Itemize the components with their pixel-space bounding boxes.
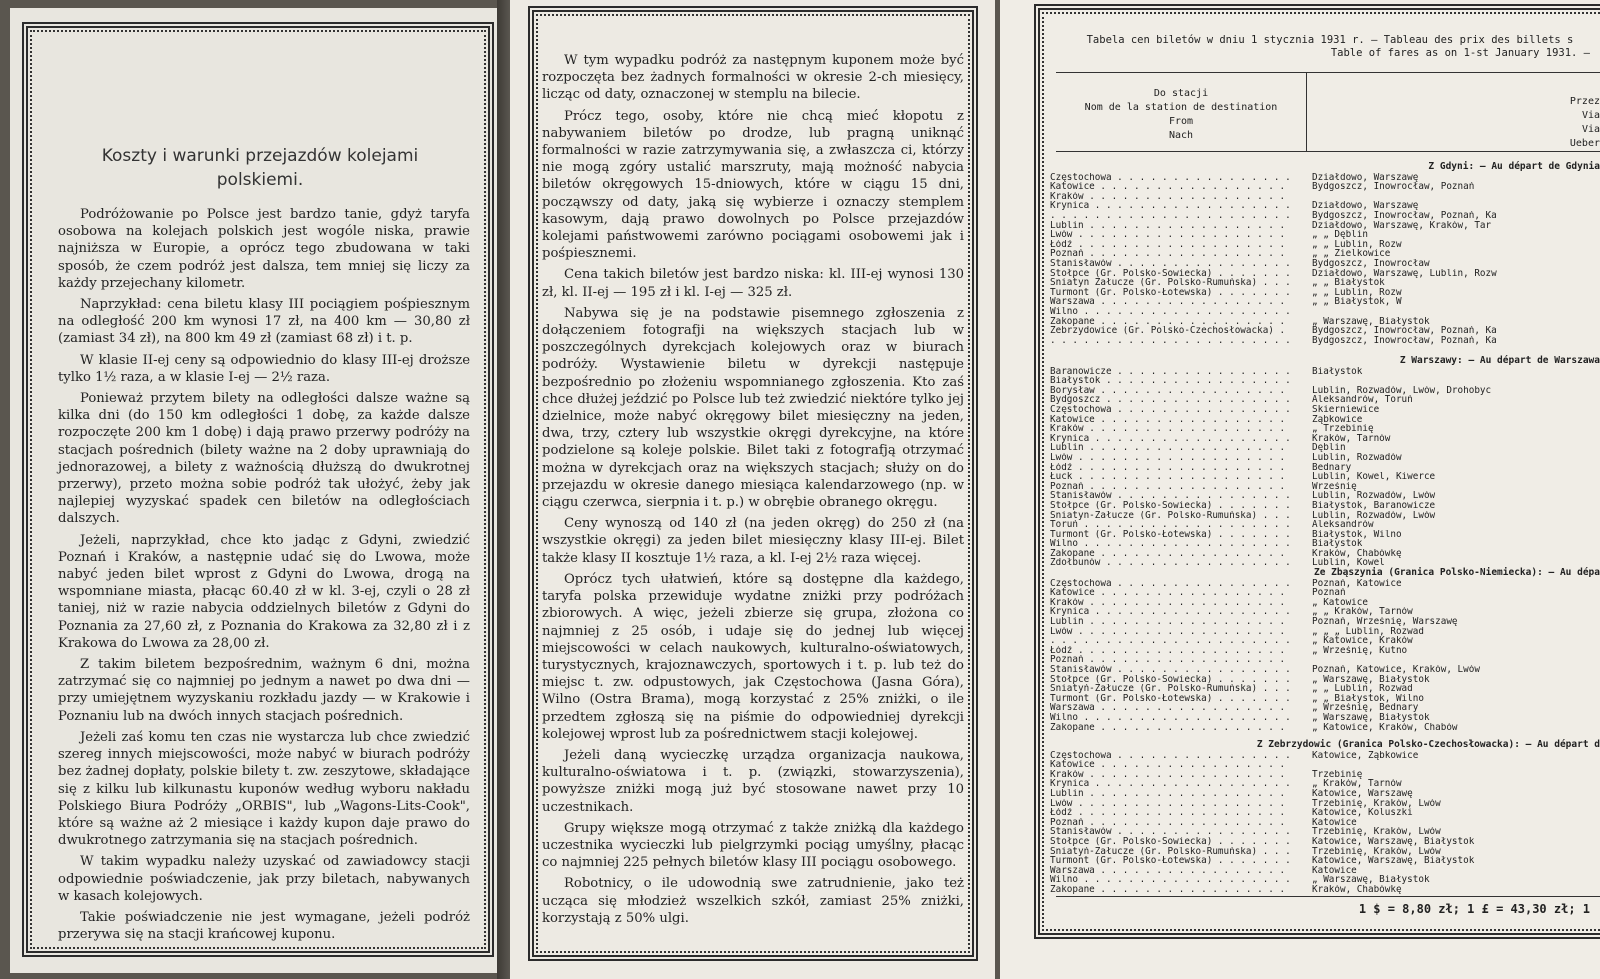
route-via: Lublin, Kowel, Kiwerce xyxy=(1312,472,1436,482)
route-via: Kraków, Chabówkę xyxy=(1312,884,1402,895)
table-row xyxy=(1050,240,1600,250)
header-line: Table of fares as on 1-st January 1931. — xyxy=(1330,47,1590,59)
table-row xyxy=(1050,627,1600,637)
table-row xyxy=(1050,675,1600,685)
table-row xyxy=(1050,607,1600,617)
station-name: Łódź . . . xyxy=(1050,808,1290,818)
table-row xyxy=(1050,259,1600,269)
station-name: Lwów . . . xyxy=(1050,230,1290,240)
route-via: „ „ Białystok xyxy=(1312,278,1385,288)
route-via: Katowice, Warszawę, Białystok xyxy=(1312,856,1475,866)
paragraph: Prócz tego, osoby, które nie chcą mieć kłopotu z nabywaniem biletów po drodze, lub pragną uniknąć formalności w razie zatrzymywania się, a zwłaszcza ci, którzy nie mogą zgóry ustalić marszruty, mają możność nabycia biletów okręgowych 15-dniowych, które w ciągu 15 dni, począwszy od daty, jaką się wybierze i oznaczy stemplem kasowym, dają prawo dowolnych po Polsce przejazdów kolejami państwowemi zarówno pociągami osobowemi jak i pośpiesznemi. xyxy=(542,108,964,262)
fare-section xyxy=(1050,356,1600,568)
route-via: „ „ Kraków, Tarnów xyxy=(1312,607,1413,617)
table-row xyxy=(1050,230,1600,240)
route-via: „ „ Białystok, W xyxy=(1312,297,1402,307)
route-via: Bydgoszcz, Inowrocław, Poznań, Ka xyxy=(1312,335,1497,346)
table-row xyxy=(1050,549,1600,559)
station-name: Zakopane . . . xyxy=(1050,885,1290,895)
route-via: Białystok xyxy=(1312,539,1363,549)
station-name: Stanisławów . . . xyxy=(1050,665,1290,675)
station-name: Lwów . . . xyxy=(1050,453,1290,463)
column-header-line: Via xyxy=(1581,124,1600,135)
table-row xyxy=(1050,646,1600,656)
paragraph: Naprzykład: cena biletu klasy III pociągiem pośpiesznym na odległość 200 km wynosi 17 zł, na 400 km — 30,80 zł (zamiast 34 zł), na 800 km 49 zł (zamiast 68 zł) i t. p. xyxy=(58,297,470,347)
section-heading: Z Gdyni: — Au départ de Gdynia xyxy=(1428,161,1600,172)
station-name: Krynica . . . xyxy=(1050,434,1290,444)
table-row xyxy=(1050,511,1600,521)
route-via: Bednary xyxy=(1312,462,1352,473)
station-name: Turmont (Gr. Polsko-Łotewska) . . . xyxy=(1050,694,1290,704)
route-via: „ „ Dęblin xyxy=(1312,230,1368,240)
station-name: Wilno . . . xyxy=(1050,875,1290,885)
table-row xyxy=(1050,856,1600,866)
station-name: Katowice . . . xyxy=(1050,182,1290,192)
table-row xyxy=(1050,703,1600,713)
route-via: Lublin, Rozwadów, Lwów xyxy=(1312,491,1436,501)
station-name: Katowice . . . xyxy=(1050,415,1290,425)
table-row xyxy=(1050,808,1600,818)
paragraph: Ceny wynoszą od 140 zł (na jeden okręg) do 250 zł (na wszystkie okręgi) za jeden bilet miesięczny klasy III-ej. Bilet także klasy II kosztuje 1½ raza, a kl. I-ej 2½ raza więcej. xyxy=(542,516,964,566)
exchange-rates: 1 $ = 8,80 zł; 1 £ = 43,30 zł; 1 xyxy=(1358,902,1590,916)
station-name: Lwów . . . xyxy=(1050,799,1290,809)
table-row xyxy=(1050,655,1600,665)
table-row xyxy=(1050,598,1600,608)
paragraph: Ponieważ przytem bilety na odległości dalsze ważne są kilka dni (do 150 km odległości 1 dobę, za każde dalsze rozpoczęte 200 km 1 dobę) i dają prawo przerwy podróży na stacjach pośrednich (bilety ważne na 2 doby uprawniają do jednorazowej, a bilety z ważnością dłuższą do dwukrotnej przerwy), przeto można sobie podróż tak ułożyć, żeby jak najlepiej wyzyskać spadek cen biletów na odległościach dalszych. xyxy=(58,391,470,527)
route-via: „ „ Zielkowice xyxy=(1312,249,1391,259)
station-name: Kraków . . . xyxy=(1050,192,1290,202)
column-header-line: From xyxy=(1168,116,1194,127)
station-name: Borysław . . . xyxy=(1050,386,1290,396)
table-row xyxy=(1050,278,1600,288)
route-via: Trzebinię, Kraków, Lwów xyxy=(1312,827,1441,837)
paragraph: Cena takich biletów jest bardzo niska: kl. III-ej wynosi 130 zł, kl. II-ej — 195 zł i kl. I-ej — 325 zł. xyxy=(542,267,964,300)
station-name: Łódź . . . xyxy=(1050,463,1290,473)
route-via: Ząbkowice xyxy=(1312,414,1363,425)
table-row xyxy=(1050,539,1600,549)
station-name: Turmont (Gr. Polsko-Łotewska) . . . xyxy=(1050,288,1290,298)
station-name: Krynica . . . xyxy=(1050,779,1290,789)
paragraph: Podróżowanie po Polsce jest bardzo tanie, gdyż taryfa osobowa na kolejach polskich jest wogóle niska, prawie najniższa w Europie, a oprócz tego zbudowana w taki sposób, że czem podróż jest dalsza, tem mniej się liczy za każdy przejechany kilometr. xyxy=(58,207,470,291)
station-name: Katowice . . . xyxy=(1050,760,1290,770)
route-via: „ Trzebinię xyxy=(1312,424,1374,434)
table-row xyxy=(1050,201,1600,211)
route-via: Katowice xyxy=(1312,817,1357,828)
route-via: Poznań, Katowice, Kraków, Lwów xyxy=(1312,664,1480,675)
station-name: Warszawa . . . xyxy=(1050,703,1290,713)
station-name: Bydgoszcz . . . xyxy=(1050,395,1290,405)
route-via: Trzebinię, Kraków, Lwów xyxy=(1312,798,1441,809)
left-body-text xyxy=(58,206,470,947)
table-row xyxy=(1050,221,1600,231)
station-name: Zakopane . . . xyxy=(1050,723,1290,733)
column-header xyxy=(1056,72,1600,152)
route-via: „ Wrześnię, Kutno xyxy=(1312,645,1408,656)
left-page xyxy=(10,8,505,973)
route-via: Bydgoszcz, Inowrocław, Poznań xyxy=(1312,182,1475,192)
route-via: Działdowo, Warszawę, Lublin, Rozw xyxy=(1312,268,1497,279)
paragraph: Jeżeli daną wycieczkę urządza organizacja naukowa, kulturalno-oświatowa i t. p. (związki, stowarzyszenia), powyższe zniżki mogą już być stosowane nawet przy 10 uczestnikach. xyxy=(542,747,964,815)
table-row xyxy=(1050,405,1600,415)
station-name: Stołpce (Gr. Polsko-Sowiecka) . . . xyxy=(1050,837,1290,847)
station-name: Turmont (Gr. Polsko-Łotewska) . . . xyxy=(1050,530,1290,540)
station-name: Łódź . . . xyxy=(1050,646,1290,656)
station-name: Kraków . . . xyxy=(1050,598,1290,608)
table-row xyxy=(1050,395,1600,405)
route-via: Katowice, Warszawę, Białystok xyxy=(1312,836,1475,847)
route-via: „ Katowice, Kraków xyxy=(1312,636,1413,646)
paragraph: Z takim biletem bezpośrednim, ważnym 6 dni, można zatrzymać się co najmniej po jednym a nawet po dwa dni — przy umiejętnem wyzyskaniu rozkładu jazdy — w Krakowie i Poznaniu lub na dwóch innych stacjach pośrednich. xyxy=(58,657,470,724)
route-via: Dęblin xyxy=(1312,443,1346,453)
table-row xyxy=(1050,694,1600,704)
station-name xyxy=(1050,336,1290,346)
station-name: Poznań . . . xyxy=(1050,655,1290,665)
station-name: Częstochowa . . . xyxy=(1050,173,1290,183)
table-row xyxy=(1050,249,1600,259)
column-header-line: Przez xyxy=(1569,96,1600,107)
route-via: Poznań xyxy=(1312,588,1346,598)
route-via: Katowice, Warszawę xyxy=(1312,788,1413,799)
page-title xyxy=(70,144,450,192)
station-name: Kraków . . . xyxy=(1050,424,1290,434)
route-via: „ Warszawę, Białystok xyxy=(1312,316,1430,327)
table-row xyxy=(1050,415,1600,425)
table-bottom-rule xyxy=(1056,896,1600,897)
table-header xyxy=(1060,34,1600,60)
station-name: Częstochowa . . . xyxy=(1050,751,1290,761)
table-row xyxy=(1050,779,1600,789)
station-name: Lublin . . . xyxy=(1050,221,1290,231)
section-heading: Ze Zbąszynia (Granica Polsko-Niemiecka): — Au dépa xyxy=(1314,567,1600,578)
column-header-line: Do stacji xyxy=(1153,88,1209,99)
station-name: Kraków . . . xyxy=(1050,770,1290,780)
station-name: Wilno . . . xyxy=(1050,307,1290,317)
table-row xyxy=(1050,173,1600,183)
station-name: Łódź . . . xyxy=(1050,240,1290,250)
station-name: Lwów . . . xyxy=(1050,627,1290,637)
route-via: Poznań, Katowice xyxy=(1312,578,1402,589)
table-row xyxy=(1050,885,1600,895)
table-row xyxy=(1050,424,1600,434)
station-name: Stanisławów . . . xyxy=(1050,491,1290,501)
table-row xyxy=(1050,269,1600,279)
table-row xyxy=(1050,789,1600,799)
paragraph: Grupy większe mogą otrzymać z także zniżką dla każdego uczestnika wycieczki lub pielgrzymki pociąg umyślny, płacąc co najmniej 225 pełnych biletów klasy III pociągu osobowego. xyxy=(542,820,964,871)
column-header-line: Via xyxy=(1581,110,1600,121)
station-name: Śniatyn Załucze (Gr. Polsko-Rumuńska) . . . xyxy=(1050,278,1290,288)
route-via: Aleksandrów, Toruń xyxy=(1312,395,1413,405)
title-line: Koszty i warunki przejazdów kolejami xyxy=(101,146,419,166)
table-row xyxy=(1050,211,1600,221)
route-via: Lublin, Rozwadów, Lwów, Drohobyc xyxy=(1312,385,1492,396)
paragraph: W klasie II-ej ceny są odpowiednio do klasy III-ej droższe tylko 1½ raza, a w klasie I-ej — 2½ raza. xyxy=(58,352,470,385)
table-row xyxy=(1050,866,1600,876)
route-via: Trzebinię, Kraków, Lwów xyxy=(1312,846,1441,857)
paragraph: Jeżeli, naprzykład, chce kto jadąc z Gdyni, zwiedzić Poznań i Kraków, a następnie udać się do Lwowa, może nabyć jeden bilet wprost z Gdyni do Lwowa, drogą na wspomniane miasta, płacąc 60.40 zł w kl. 3-ej, czyli o 28 zł taniej, niż w razie nabycia oddzielnych biletów z Gdyni do Poznania za 27,60 zł, z Poznania do Krakowa za 32,80 zł i z Krakowa do Lwowa za 28,00 zł. xyxy=(58,532,470,651)
station-name: Zdołbunów . . . xyxy=(1050,558,1290,568)
middle-page xyxy=(510,0,995,979)
table-row xyxy=(1050,472,1600,482)
paragraph: Oprócz tych ułatwień, które są dostępne dla każdego, taryfa polska przewiduje wydatne zniżki przy podróżach zbiorowych. A więc, jeżeli zbierze się grupa, złożona co najmniej z 25 osób, i udaje się do jednej lub więcej miejscowości w celach naukowych, kulturalno-oświatowych, turystycznych, krajoznawczych, sportowych i t. p. lub też do miejsc t. zw. odpustowych, jak Częstochowa (Jasna Góra), Wilno (Ostra Brama), mogą korzystać z 25% zniżki, o ile przedtem zgłoszą się na piśmie do odpowiedniej dyrekcji kolejowej wprost lub za pośrednictwem stacji kolejowej. xyxy=(542,571,964,742)
route-via: „ „ Lublin, Rozw xyxy=(1312,287,1402,298)
route-via: Lublin, Kowel xyxy=(1312,558,1385,569)
column-header-line: Nom de la station de destination xyxy=(1084,102,1278,113)
table-row xyxy=(1050,182,1600,192)
table-row xyxy=(1050,520,1600,530)
station-name: Zakopane . . . xyxy=(1050,317,1290,327)
table-row xyxy=(1050,760,1600,770)
section-heading: Z Zebrzydowic (Granica Polsko-Czechosłowacka): — Au départ d xyxy=(1256,739,1600,750)
table-row xyxy=(1050,588,1600,598)
station-name: Śniatyn-Załucze (Gr. Polsko-Rumuńska) . . . xyxy=(1050,511,1290,521)
right-page xyxy=(1000,0,1600,979)
route-via: Białystok, Wilno xyxy=(1312,529,1402,540)
station-name xyxy=(1050,636,1290,646)
table-row xyxy=(1050,297,1600,307)
table-row xyxy=(1050,770,1600,780)
route-via: „ „ „ Lublin, Rozwad xyxy=(1312,626,1424,637)
station-name: Stołpce (Gr. Polsko-Sowiecka) . . . xyxy=(1050,269,1290,279)
station-name: Baranowicze . . . xyxy=(1050,367,1290,377)
station-name: Krynica . . . xyxy=(1050,201,1290,211)
table-row xyxy=(1050,818,1600,828)
via-column-header xyxy=(1570,95,1600,151)
table-row xyxy=(1050,530,1600,540)
table-row xyxy=(1050,491,1600,501)
route-via: „ „ Lublin, Rozwad xyxy=(1312,684,1413,694)
table-row xyxy=(1050,723,1600,733)
table-row xyxy=(1050,875,1600,885)
station-name: Poznań . . . xyxy=(1050,818,1290,828)
table-row xyxy=(1050,336,1600,346)
route-via: Kraków, Tarnów xyxy=(1312,433,1391,444)
station-name: Wilno . . . xyxy=(1050,713,1290,723)
station-name: Toruń . . . xyxy=(1050,520,1290,530)
route-via: Kraków, Chabówkę xyxy=(1312,548,1402,559)
route-via: Katowice xyxy=(1312,865,1357,876)
table-row xyxy=(1050,799,1600,809)
table-row xyxy=(1050,636,1600,646)
route-via: „ Warszawę, Białystok xyxy=(1312,712,1430,723)
table-row xyxy=(1050,367,1600,377)
paragraph: W takim wypadku należy uzyskać od zawiadowcy stacji odpowiednie poświadczenie, jak przy biletach, nabywanych w kasach kolejowych. xyxy=(58,854,470,904)
station-name: Warszawa . . . xyxy=(1050,866,1290,876)
station-name xyxy=(1050,211,1290,221)
destination-column-header xyxy=(1056,87,1306,143)
section-heading: Z Warszawy: — Au départ de Warszawa xyxy=(1399,355,1600,366)
route-via: „ Wrześnię, Bednary xyxy=(1312,703,1419,713)
table-row xyxy=(1050,386,1600,396)
table-row xyxy=(1050,684,1600,694)
route-via: Katowice, Koluszki xyxy=(1312,808,1413,818)
route-via: Bydgoszcz, Inowrocław xyxy=(1312,258,1430,269)
table-row xyxy=(1050,307,1600,317)
route-via: Działdowo, Warszawę xyxy=(1312,201,1419,211)
table-row xyxy=(1050,192,1600,202)
table-row xyxy=(1050,317,1600,327)
fare-section xyxy=(1050,568,1600,732)
station-name: Śniatyń-Załucze (Gr. Polsko-Rumuńska) . . . xyxy=(1050,847,1290,857)
paragraph: Nabywa się je na podstawie pisemnego zgłoszenia z dołączeniem fotografji na większych stacjach lub w poszczególnych dyrekcjach kolejowych oraz w biurach podróży. Wystawienie biletu w dyrekcji następuje bezpośrednio po złożeniu wspomnianego zgłoszenia. Kto zaś chce dłużej jeździć po Polsce lub też zwiedzić niektóre tylko jej dzielnice, może nabyć okręgowy bilet miesięczny na jeden, dwa, trzy, cztery lub wszystkie okręgi dyrekcyjne, na które podzielone są koleje polskie. Bilet taki z fotografją otrzymać można w dyrekcjach oraz na większych stacjach; służy on do przejazdu w okresie danego miesiąca kalendarzowego (np. w ciągu czerwca, sierpnia i t. p.) w obrębie obranego okręgu. xyxy=(542,305,964,511)
table-row xyxy=(1050,837,1600,847)
table-row xyxy=(1050,482,1600,492)
station-name: Zebrzydowice (Gr. Polsko-Czechosłowacka) . . . xyxy=(1050,326,1290,336)
table-row xyxy=(1050,751,1600,761)
fare-section xyxy=(1050,162,1600,345)
route-via: Białystok xyxy=(1312,366,1363,377)
station-name: Stanisławów . . . xyxy=(1050,259,1290,269)
table-row xyxy=(1050,453,1600,463)
column-header-line: Nach xyxy=(1168,130,1194,141)
table-row xyxy=(1050,326,1600,336)
station-name: Lublin . . . xyxy=(1050,789,1290,799)
route-via: „ Katowice xyxy=(1312,597,1368,608)
station-name: Częstochowa . . . xyxy=(1050,579,1290,589)
route-via: „ Katowice, Kraków, Chabów xyxy=(1312,722,1458,733)
route-via: Wrześnię xyxy=(1312,481,1357,492)
table-row xyxy=(1050,665,1600,675)
route-via: „ „ Lublin, Rozw xyxy=(1312,239,1402,250)
route-via: „ „ Białystok, Wilno xyxy=(1312,693,1424,704)
paragraph: Takie poświadczenie nie jest wymagane, jeżeli podróż przerywa się na stacji krańcowej kuponu. xyxy=(58,909,470,943)
title-line: polskiemi. xyxy=(216,170,304,190)
station-name: Warszawa . . . xyxy=(1050,297,1290,307)
route-via: Działdowo, Warszawę, Kraków, Tar xyxy=(1312,220,1492,231)
table-row xyxy=(1050,376,1600,386)
table-row xyxy=(1050,434,1600,444)
route-via: Poznań, Wrześnię, Warszawę xyxy=(1312,616,1458,627)
route-via: Lublin, Rozwadów xyxy=(1312,452,1402,463)
middle-body-text xyxy=(542,52,964,931)
header-line: Tabela cen biletów w dniu 1 stycznia 1931 r. — Tableau des prix des billets s xyxy=(1086,34,1574,46)
column-divider xyxy=(1306,73,1307,151)
fare-section xyxy=(1050,740,1600,895)
station-name: Lublin . . . xyxy=(1050,617,1290,627)
table-row xyxy=(1050,847,1600,857)
station-name: Stołpce (Gr. Polsko-Sowiecka) . . . xyxy=(1050,675,1290,685)
station-name: Lublin . . . xyxy=(1050,443,1290,453)
station-name: Stołpce (Gr. Polsko-Sowiecka) . . . xyxy=(1050,501,1290,511)
station-name: Krynica . . . xyxy=(1050,607,1290,617)
route-via: Trzebinię xyxy=(1312,769,1363,780)
table-row xyxy=(1050,463,1600,473)
paragraph: Jeżeli zaś komu ten czas nie wystarcza lub chce zwiedzić szereg innych miejscowości, może nabyć w biurach podróży bez żadnej dopłaty, polskie bilety t. zw. zeszytowe, składające się z kilku lub kilkunastu kuponów według wyboru nakładu Polskiego Biura Podróży „ORBIS", lub „Wagons-Lits-Cook", które są ważne aż 2 miesiące i każdy kupon daje prawo do dwukrotnego zatrzymania się na stacjach pośrednich. xyxy=(58,729,470,849)
route-via: „ Kraków, Tarnów xyxy=(1312,779,1402,789)
route-via: Lublin, Rozwadów, Lwów xyxy=(1312,510,1436,521)
route-via: Katowice, Ząbkowice xyxy=(1312,750,1419,761)
paragraph: Robotnicy, o ile udowodnią swe zatrudnienie, jako też ucząca się młodzież wszelkich szkół, zamiast 25% zniżki, korzystają z 50% ulgi. xyxy=(542,876,964,926)
station-name: Śniatyń-Załucze (Gr. Polsko-Rumuńska) . . . xyxy=(1050,684,1290,694)
table-row xyxy=(1050,443,1600,453)
table-row xyxy=(1050,713,1600,723)
table-row xyxy=(1050,579,1600,589)
station-name: Białystok . . . xyxy=(1050,376,1290,386)
station-name: Łuck . . . xyxy=(1050,472,1290,482)
route-via: Działdowo, Warszawę xyxy=(1312,172,1419,183)
column-header-line: Ueber xyxy=(1569,138,1600,149)
table-row xyxy=(1050,617,1600,627)
station-name: Turmont (Gr. Polsko-Łotewska) . . . xyxy=(1050,856,1290,866)
station-name: Poznań . . . xyxy=(1050,482,1290,492)
route-via: Bydgoszcz, Inowrocław, Poznań, Ka xyxy=(1312,326,1497,336)
table-row xyxy=(1050,288,1600,298)
station-name: Częstochowa . . . xyxy=(1050,405,1290,415)
station-name: Katowice . . . xyxy=(1050,588,1290,598)
route-via: Skierniewice xyxy=(1312,404,1380,415)
paragraph: W tym wypadku podróż za następnym kuponem może być rozpoczęta bez żadnych formalności w okresie 2-ch miesięcy, licząc od daty, oznaczonej w stemplu na bilecie. xyxy=(542,53,964,103)
route-via: Aleksandrów xyxy=(1312,520,1374,530)
table-row xyxy=(1050,827,1600,837)
route-via: „ Warszawę, Białystok xyxy=(1312,875,1430,885)
station-name: Stanisławów . . . xyxy=(1050,827,1290,837)
route-via: Bydgoszcz, Inowrocław, Poznań, Ka xyxy=(1312,210,1497,221)
route-via: „ Warszawę, Białystok xyxy=(1312,674,1430,685)
station-name: Poznań . . . xyxy=(1050,249,1290,259)
station-name: Zakopane . . . xyxy=(1050,549,1290,559)
route-via: Białystok, Baranowicze xyxy=(1312,500,1436,511)
station-name: Wilno . . . xyxy=(1050,539,1290,549)
table-row xyxy=(1050,501,1600,511)
